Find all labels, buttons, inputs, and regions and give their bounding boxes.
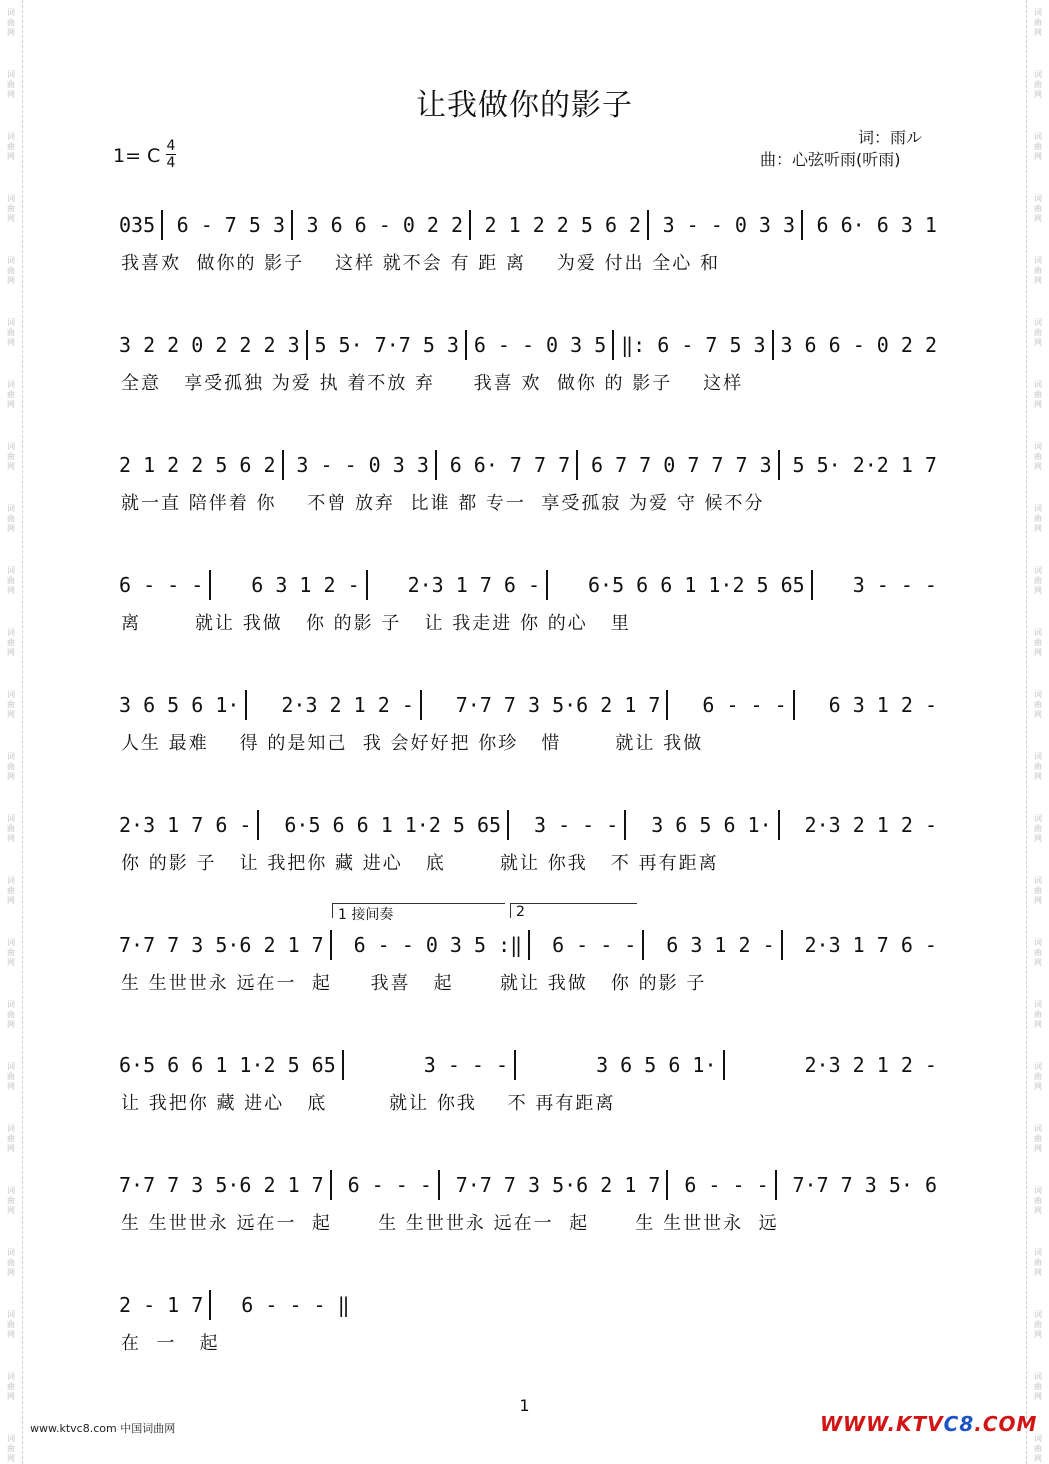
watermark-mark: 词 曲 网 bbox=[7, 442, 15, 471]
left-watermark-strip bbox=[0, 0, 23, 1464]
footer-logo-prefix: WWW.KTV bbox=[820, 1412, 944, 1436]
measure: 3 6 6 - 0 2 2 bbox=[301, 210, 472, 240]
footer-logo-suffix: .COM bbox=[974, 1412, 1038, 1436]
measure: 6 - - - bbox=[342, 1170, 440, 1200]
watermark-mark: 词 曲 网 bbox=[7, 1372, 15, 1401]
measure: 7·7 7 3 5·6 2 1 7 bbox=[450, 1170, 669, 1200]
lyrics-row: 让 我把你 藏 进心 底 就让 你我 不 再有距离 bbox=[121, 1093, 616, 1114]
watermark-mark: 词 曲 网 bbox=[1034, 504, 1042, 533]
measure: 3 - - - bbox=[528, 810, 626, 840]
watermark-mark: 词 曲 网 bbox=[7, 380, 15, 409]
watermark-mark: 词 曲 网 bbox=[1034, 1372, 1042, 1401]
first-ending-text: 接间奏 bbox=[351, 907, 394, 923]
lyrics-row: 生 生世世永 远在一 起 我喜 起 就让 我做 你 的影 子 bbox=[121, 973, 707, 994]
watermark-mark: 词 曲 网 bbox=[1034, 814, 1042, 843]
watermark-mark: 词 曲 网 bbox=[7, 1248, 15, 1277]
watermark-mark: 词 曲 网 bbox=[7, 1062, 15, 1091]
watermark-mark: 词 曲 网 bbox=[7, 1000, 15, 1029]
measure: 6 6· 7 7 7 bbox=[444, 450, 578, 480]
watermark-mark: 词 曲 网 bbox=[1034, 1186, 1042, 1215]
lyricist-credit: 词：雨ル bbox=[858, 128, 923, 147]
measure: 6 7 7 0 7 7 7 3 bbox=[585, 450, 780, 480]
measure: 3 6 6 - 0 2 2 bbox=[780, 333, 937, 357]
measure: 2·3 2 1 2 - bbox=[275, 690, 421, 720]
measure: 2 1 2 2 5 6 2 bbox=[479, 210, 650, 240]
lyrics-row: 我喜欢 做你的 影子 这样 就不会 有 距 离 为爱 付出 全心 和 bbox=[121, 253, 720, 274]
notation-row bbox=[113, 925, 943, 965]
measure: 3 6 5 6 1· bbox=[645, 810, 779, 840]
time-signature-top: 4 bbox=[166, 138, 176, 154]
watermark-mark: 词 曲 网 bbox=[7, 690, 15, 719]
measure: 2 1 2 2 5 6 2 bbox=[113, 450, 284, 480]
measure: 6 - - - bbox=[696, 690, 794, 720]
watermark-mark: 词 曲 网 bbox=[1034, 132, 1042, 161]
notation-row bbox=[113, 1045, 943, 1085]
watermark-mark: 词 曲 网 bbox=[7, 8, 15, 37]
watermark-mark: 词 曲 网 bbox=[1034, 1124, 1042, 1153]
measure: 6 - - - bbox=[546, 930, 644, 960]
song-title: 让我做你的影子 bbox=[416, 88, 633, 123]
watermark-mark: 词 曲 网 bbox=[7, 814, 15, 843]
measure: 7·7 7 3 5·6 2 1 7 bbox=[113, 930, 332, 960]
lyrics-row: 全意 享受孤独 为爱 执 着不放 弃 我喜 欢 做你 的 影子 这样 bbox=[121, 373, 744, 394]
measure: 6 3 1 2 - bbox=[660, 930, 782, 960]
footer-logo-accent: C8 bbox=[943, 1412, 975, 1436]
watermark-mark: 词 曲 网 bbox=[7, 1186, 15, 1215]
measure: 2·3 1 7 6 - bbox=[804, 933, 937, 957]
notation-row bbox=[113, 805, 943, 845]
measure: ‖: 6 - 7 5 3 bbox=[615, 330, 774, 360]
measure: 2·3 1 7 6 - bbox=[113, 810, 259, 840]
first-ending-label bbox=[338, 904, 393, 924]
footer-site-logo bbox=[820, 1412, 1037, 1436]
watermark-mark: 词 曲 网 bbox=[1034, 876, 1042, 905]
measure: 2·3 2 1 2 - bbox=[804, 813, 937, 837]
measure: 6 - - 0 3 5 :‖ bbox=[348, 930, 531, 960]
lyrics-row: 就一直 陪伴着 你 不曾 放弃 比谁 都 专一 享受孤寂 为爱 守 候不分 bbox=[121, 493, 765, 514]
measure: 6 - - - ‖ bbox=[241, 1293, 350, 1317]
measure: 2·3 1 7 6 - bbox=[402, 570, 548, 600]
watermark-mark: 词 曲 网 bbox=[1034, 628, 1042, 657]
watermark-mark: 词 曲 网 bbox=[7, 752, 15, 781]
watermark-mark: 词 曲 网 bbox=[7, 938, 15, 967]
watermark-mark: 词 曲 网 bbox=[7, 256, 15, 285]
time-signature bbox=[166, 139, 176, 170]
second-ending-bracket bbox=[510, 903, 637, 918]
watermark-mark: 词 曲 网 bbox=[1034, 256, 1042, 285]
watermark-mark: 词 曲 网 bbox=[7, 318, 15, 347]
watermark-mark: 词 曲 网 bbox=[1034, 442, 1042, 471]
lyrics-row: 生 生世世永 远在一 起 生 生世世永 远在一 起 生 生世世永 远 bbox=[121, 1213, 779, 1234]
watermark-mark: 词 曲 网 bbox=[1034, 318, 1042, 347]
measure: 3 - - 0 3 3 bbox=[657, 210, 803, 240]
watermark-mark: 词 曲 网 bbox=[7, 566, 15, 595]
watermark-mark: 词 曲 网 bbox=[7, 504, 15, 533]
watermark-mark: 词 曲 网 bbox=[7, 628, 15, 657]
measure: 3 - - 0 3 3 bbox=[290, 450, 436, 480]
measure: 6 3 1 2 - bbox=[828, 693, 937, 717]
watermark-mark: 词 曲 网 bbox=[1034, 194, 1042, 223]
notation-row bbox=[113, 325, 943, 365]
measure: 6 - - - bbox=[678, 1170, 776, 1200]
watermark-mark: 词 曲 网 bbox=[1034, 752, 1042, 781]
second-ending-number: 2 bbox=[516, 904, 525, 920]
watermark-mark: 词 曲 网 bbox=[7, 1124, 15, 1153]
measure: 3 - - - bbox=[852, 573, 937, 597]
watermark-mark: 词 曲 网 bbox=[1034, 8, 1042, 37]
watermark-mark: 词 曲 网 bbox=[7, 1434, 15, 1463]
watermark-mark: 词 曲 网 bbox=[7, 194, 15, 223]
lyrics-row: 你 的影 子 让 我把你 藏 进心 底 就让 你我 不 再有距离 bbox=[121, 853, 719, 874]
measure: 7·7 7 3 5· 6 bbox=[792, 1173, 937, 1197]
measure: 3 2 2 0 2 2 2 3 bbox=[113, 330, 308, 360]
lyrics-row: 离 就让 我做 你 的影 子 让 我走进 你 的心 里 bbox=[121, 613, 631, 634]
watermark-mark: 词 曲 网 bbox=[7, 132, 15, 161]
measure: 6 - 7 5 3 bbox=[171, 210, 293, 240]
footer-site-text: www.ktvc8.com 中国词曲网 bbox=[30, 1422, 176, 1435]
watermark-mark: 词 曲 网 bbox=[7, 1310, 15, 1339]
watermark-mark: 词 曲 网 bbox=[1034, 70, 1042, 99]
watermark-mark: 词 曲 网 bbox=[1034, 566, 1042, 595]
measure: 5 5· 7·7 5 3 bbox=[308, 330, 467, 360]
page-number: 1 bbox=[519, 1396, 530, 1415]
measure: 6 6· 6 3 1 bbox=[816, 213, 937, 237]
watermark-mark: 词 曲 网 bbox=[1034, 380, 1042, 409]
watermark-mark: 词 曲 网 bbox=[1034, 1310, 1042, 1339]
watermark-mark: 词 曲 网 bbox=[7, 876, 15, 905]
measure: 6·5 6 6 1 1·2 5 65 bbox=[278, 810, 509, 840]
measure: 035 bbox=[113, 210, 163, 240]
measure: 7·7 7 3 5·6 2 1 7 bbox=[113, 1170, 332, 1200]
notation-row bbox=[113, 205, 943, 245]
composer-credit: 曲：心弦听雨(听雨) bbox=[760, 150, 901, 169]
measure: 6 3 1 2 - bbox=[245, 570, 367, 600]
watermark-mark: 词 曲 网 bbox=[1034, 1248, 1042, 1277]
notation-row bbox=[113, 1285, 943, 1325]
measure: 6 - - 0 3 5 bbox=[468, 330, 614, 360]
notation-row bbox=[113, 445, 943, 485]
right-watermark-strip bbox=[1026, 0, 1049, 1464]
measure: 6 - - - bbox=[113, 570, 211, 600]
notation-row bbox=[113, 565, 943, 605]
measure: 5 5· 2·2 1 7 bbox=[792, 453, 937, 477]
measure: 2·3 2 1 2 - bbox=[804, 1053, 937, 1077]
lyrics-row: 在 一 起 bbox=[121, 1333, 220, 1354]
measure: 6·5 6 6 1 1·2 5 65 bbox=[582, 570, 813, 600]
key-signature: 1= C bbox=[113, 145, 161, 167]
measure: 7·7 7 3 5·6 2 1 7 bbox=[450, 690, 669, 720]
measure: 6·5 6 6 1 1·2 5 65 bbox=[113, 1050, 344, 1080]
measure: 3 6 5 6 1· bbox=[590, 1050, 724, 1080]
watermark-mark: 词 曲 网 bbox=[1034, 1434, 1042, 1463]
lyrics-row: 人生 最难 得 的是知己 我 会好好把 你珍 惜 就让 我做 bbox=[121, 733, 704, 754]
watermark-mark: 词 曲 网 bbox=[1034, 1062, 1042, 1091]
measure: 2 - 1 7 bbox=[113, 1290, 211, 1320]
measure: 3 - - - bbox=[418, 1050, 516, 1080]
measure: 3 6 5 6 1· bbox=[113, 690, 247, 720]
watermark-mark: 词 曲 网 bbox=[7, 70, 15, 99]
notation-row bbox=[113, 685, 943, 725]
watermark-mark: 词 曲 网 bbox=[1034, 690, 1042, 719]
first-ending-number: 1 bbox=[338, 907, 347, 923]
time-signature-bottom: 4 bbox=[166, 155, 176, 171]
watermark-mark: 词 曲 网 bbox=[1034, 938, 1042, 967]
watermark-mark: 词 曲 网 bbox=[1034, 1000, 1042, 1029]
notation-row bbox=[113, 1165, 943, 1205]
